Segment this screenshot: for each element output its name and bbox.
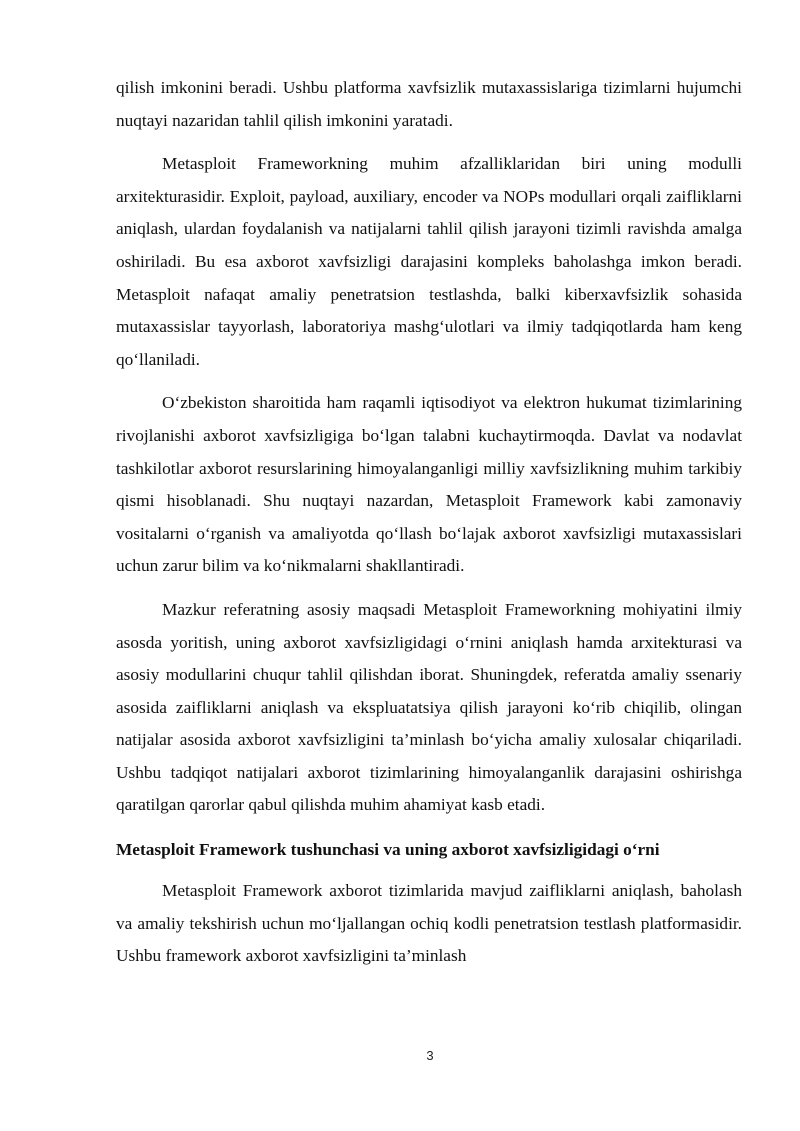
paragraph-referat-goal: Mazkur referatning asosiy maqsadi Metasploit Frameworkning mohiyatini ilmiy asosda yoritish, uning axborot xavfsizligidagi o‘rnini aniqlash hamda arxitekturasi va asosiy modullarini chuqur tahlil qilishdan iborat. Shuningdek, referatda amaliy ssenariy asosida zaifliklarni aniqlash va ekspluatatsiya qilish jarayoni ko‘rib chiqilib, olingan natijalar asosida axborot xavfsizligini ta’minlash bo‘yicha amaliy xulosalar chiqariladi. Ushbu tadqiqot natijalari axborot tizimlarining himoyalanganlik darajasini oshirishga qaratilgan qarorlar qabul qilishda muhim ahamiyat kasb etadi. (116, 599, 742, 815)
paragraph-section-intro: Metasploit Framework axborot tizimlarida mavjud zaifliklarni aniqlash, baholash va amaliy tekshirish uchun mo‘ljallangan ochiq kodli penetratsion testlash platformasidir. Ushbu framework axborot xavfsizligini ta’minlash (116, 881, 742, 966)
paragraph-continuation: qilish imkonini beradi. Ushbu platforma xavfsizlik mutaxassislariga tizimlarni hujumchi nuqtayi nazaridan tahlil qilish imkonini yaratadi. (116, 78, 742, 130)
paragraph-uzbekistan-context: O‘zbekiston sharoitida ham raqamli iqtisodiyot va elektron hukumat tizimlarining rivojlanishi axborot xavfsizligiga bo‘lgan talabni kuchaytirmoqda. Davlat va nodavlat tashkilotlar axborot resurslarining himoyalanganligi milliy xavfsizlikning muhim tarkibiy qismi hisoblanadi. Shu nuqtayi nazardan, Metasploit Framework kabi zamonaviy vositalarni o‘rganish va amaliyotda qo‘llash bo‘lajak axborot xavfsizligi mutaxassislari uchun zarur bilim va ko‘nikmalarni shakllantiradi. (116, 393, 742, 576)
paragraph-modular-architecture: Metasploit Frameworkning muhim afzalliklaridan biri uning modulli arxitekturasidir. Exploit, payload, auxiliary, encoder va NOPs modullari orqali zaifliklarni aniqlash, ulardan foydalanish va natijalarni tahlil qilish jarayoni tizimli ravishda amalga oshiriladi. Bu esa axborot xavfsizligi darajasini kompleks baholashga imkon beradi. Metasploit nafaqat amaliy penetratsion testlashda, balki kiberxavfsizlik sohasida mutaxassislar tayyorlash, laboratoriya mashg‘ulotlari va ilmiy tadqiqotlarda ham keng qo‘llaniladi. (116, 154, 742, 369)
document-page (116, 72, 742, 973)
section-heading: Metasploit Framework tushunchasi va uning axborot xavfsizligidagi o‘rni (116, 840, 660, 860)
page-number: 3 (426, 1048, 434, 1063)
